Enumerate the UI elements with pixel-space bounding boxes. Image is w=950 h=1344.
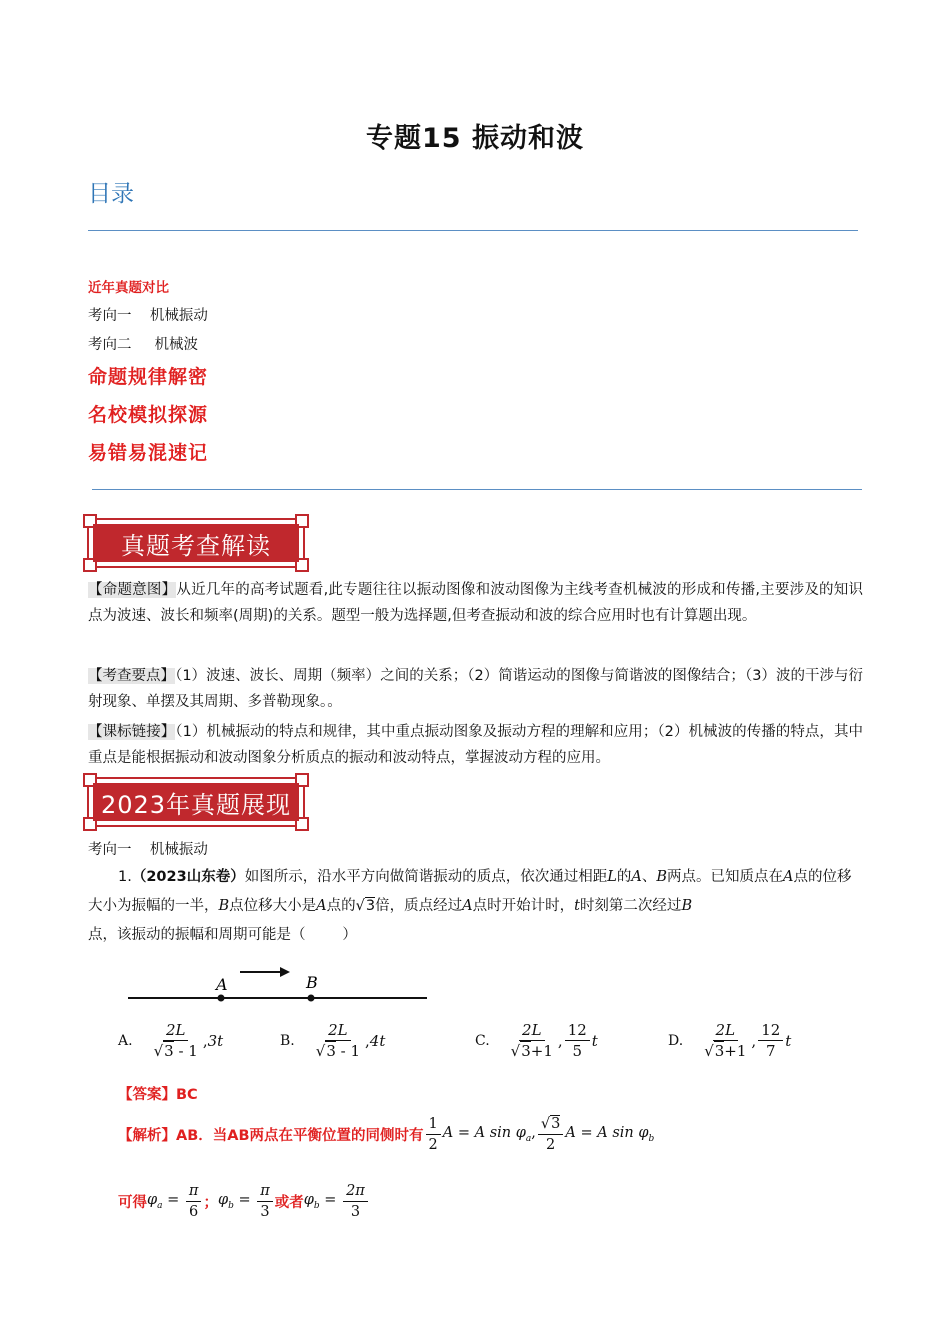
toc-errors[interactable]: 易错易混速记 [88,442,209,464]
label-b: B [306,973,318,992]
banner-year [87,777,305,827]
option-d[interactable]: D. $\frac{2L}{√3+1}$ , $\frac{12}{7}$ t [668,1021,792,1060]
analysis-line-1: 【解析】 AB．当AB两点在平衡位置的同侧时有 $\frac{1}{2}$ A = A $\sin \varphi_a$, $\frac{√3}{2}$ A = A $\sin \varphi_b$ [118,1116,655,1153]
toc-heading: 目录 [88,181,134,207]
toc-direction-2[interactable]: 考向二 机械波 [88,337,199,353]
option-b[interactable]: B. $\frac{2L}{√3 - 1}$ , 4t [280,1021,386,1060]
curriculum-paragraph: 【课标链接】（1）机械振动的特点和规律，其中重点振动图象及振动方程的理解和应用；（2）机械波的传播的特点，其中重点是能根据振动和波动图象分析质点的振动和波动特点，掌握波动方程的应用。 [88,724,864,766]
point-b [308,995,315,1002]
toc-schools[interactable]: 名校模拟探源 [88,404,209,426]
label-a: A [216,975,228,994]
motion-diagram [120,960,440,1010]
option-a[interactable]: A. $\frac{2L}{√3 - 1}$ , 3t [118,1021,224,1060]
option-c[interactable]: C. $\frac{2L}{√3+1}$ , $\frac{12}{5}$ t [475,1021,598,1060]
analysis-line-2: 可得 $\varphi_a$ = $\frac{\pi}{6}$ ； $\varphi_b$ = $\frac{\pi}{3}$ 或者 $\varphi_b$ = $\frac{2\pi}{3}$ [118,1181,370,1222]
banner-year-text: 2023年真题展现 [100,790,292,819]
toc-direction-1[interactable]: 考向一 机械振动 [88,308,208,324]
points-paragraph: 【考查要点】（1）波速、波长、周期（频率）之间的关系；（2）简谐运动的图像与简谐波的图像结合；（3）波的干涉与衍射现象、单摆及其周期、多普勒现象。。 [88,668,863,710]
toc-compare[interactable]: 近年真题对比 [88,280,169,296]
answer: 【答案】BC [118,1087,198,1103]
toc-rules[interactable]: 命题规律解密 [88,366,209,388]
page-title: 专题15 振动和波 [366,123,584,154]
question-1: 1.（2023山东卷）如图所示，沿水平方向做简谐振动的质点，依次通过相距L的A、B两点。已知质点在A点的位移大小为振幅的一半，B点位移大小是A点的√3倍，质点经过A点时开始计时，t时刻第二次经过B点，该振动的振幅和周期可能是（ ） [88,869,852,943]
divider-top [88,230,858,231]
banner-exam-text: 真题考查解读 [121,531,271,560]
arrow-head [280,967,290,977]
section-direction-1: 考向一 机械振动 [88,842,208,858]
intent-paragraph: 【命题意图】从近几年的高考试题看,此专题往往以振动图像和波动图像为主线考查机械波的形成和传播,主要涉及的知识点为波速、波长和频率(周期)的关系。题型一般为选择题,但考查振动和波的综合应用时也有计算题出现。 [88,582,864,624]
point-a [218,995,225,1002]
banner-exam [87,518,305,568]
divider-toc [92,489,862,490]
